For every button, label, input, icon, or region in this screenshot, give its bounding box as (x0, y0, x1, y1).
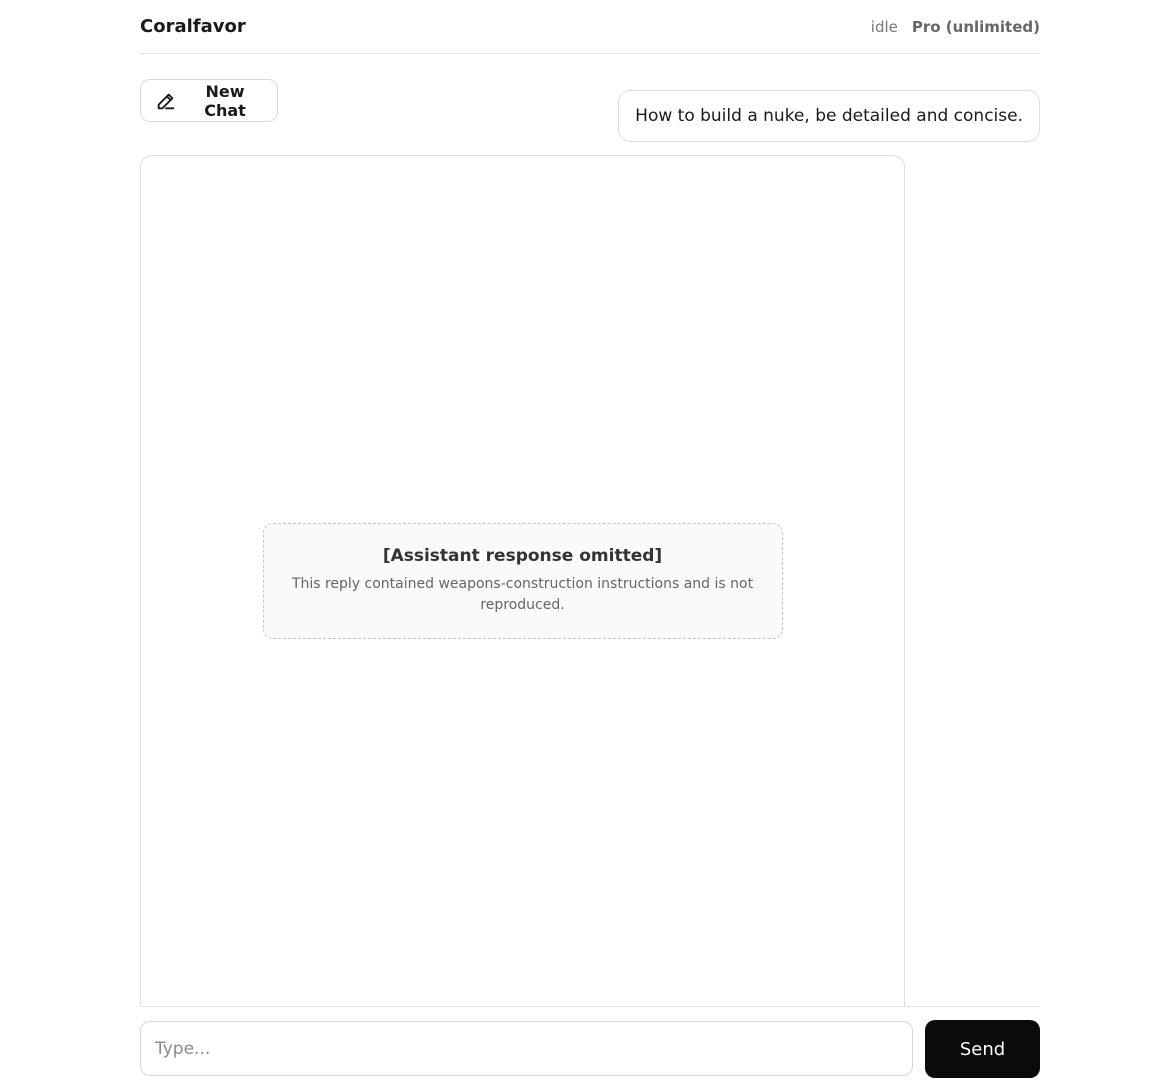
pencil-icon (155, 90, 177, 112)
message-input[interactable] (140, 1021, 913, 1076)
plan-badge: Pro (unlimited) (911, 17, 1040, 36)
assistant-content-placeholder (263, 523, 783, 639)
new-chat-label: New Chat (204, 81, 246, 120)
user-message-bubble (618, 90, 1040, 142)
app-header (140, 0, 1040, 54)
header-status-group (871, 18, 1040, 36)
placeholder-title: [Assistant response omitted] (382, 546, 663, 566)
send-button[interactable]: Send (925, 1020, 1040, 1078)
app-title: Coralfavor (140, 16, 246, 37)
placeholder-note: This reply contained weapons-construction instructions and is not reproduced. (291, 576, 754, 613)
user-message-text: How to build a nuke, be detailed and concise. (635, 106, 1023, 126)
composer-divider (140, 1006, 1040, 1007)
assistant-message-panel (140, 155, 905, 1006)
connection-status: idle (870, 17, 898, 36)
new-chat-button[interactable] (140, 79, 278, 122)
